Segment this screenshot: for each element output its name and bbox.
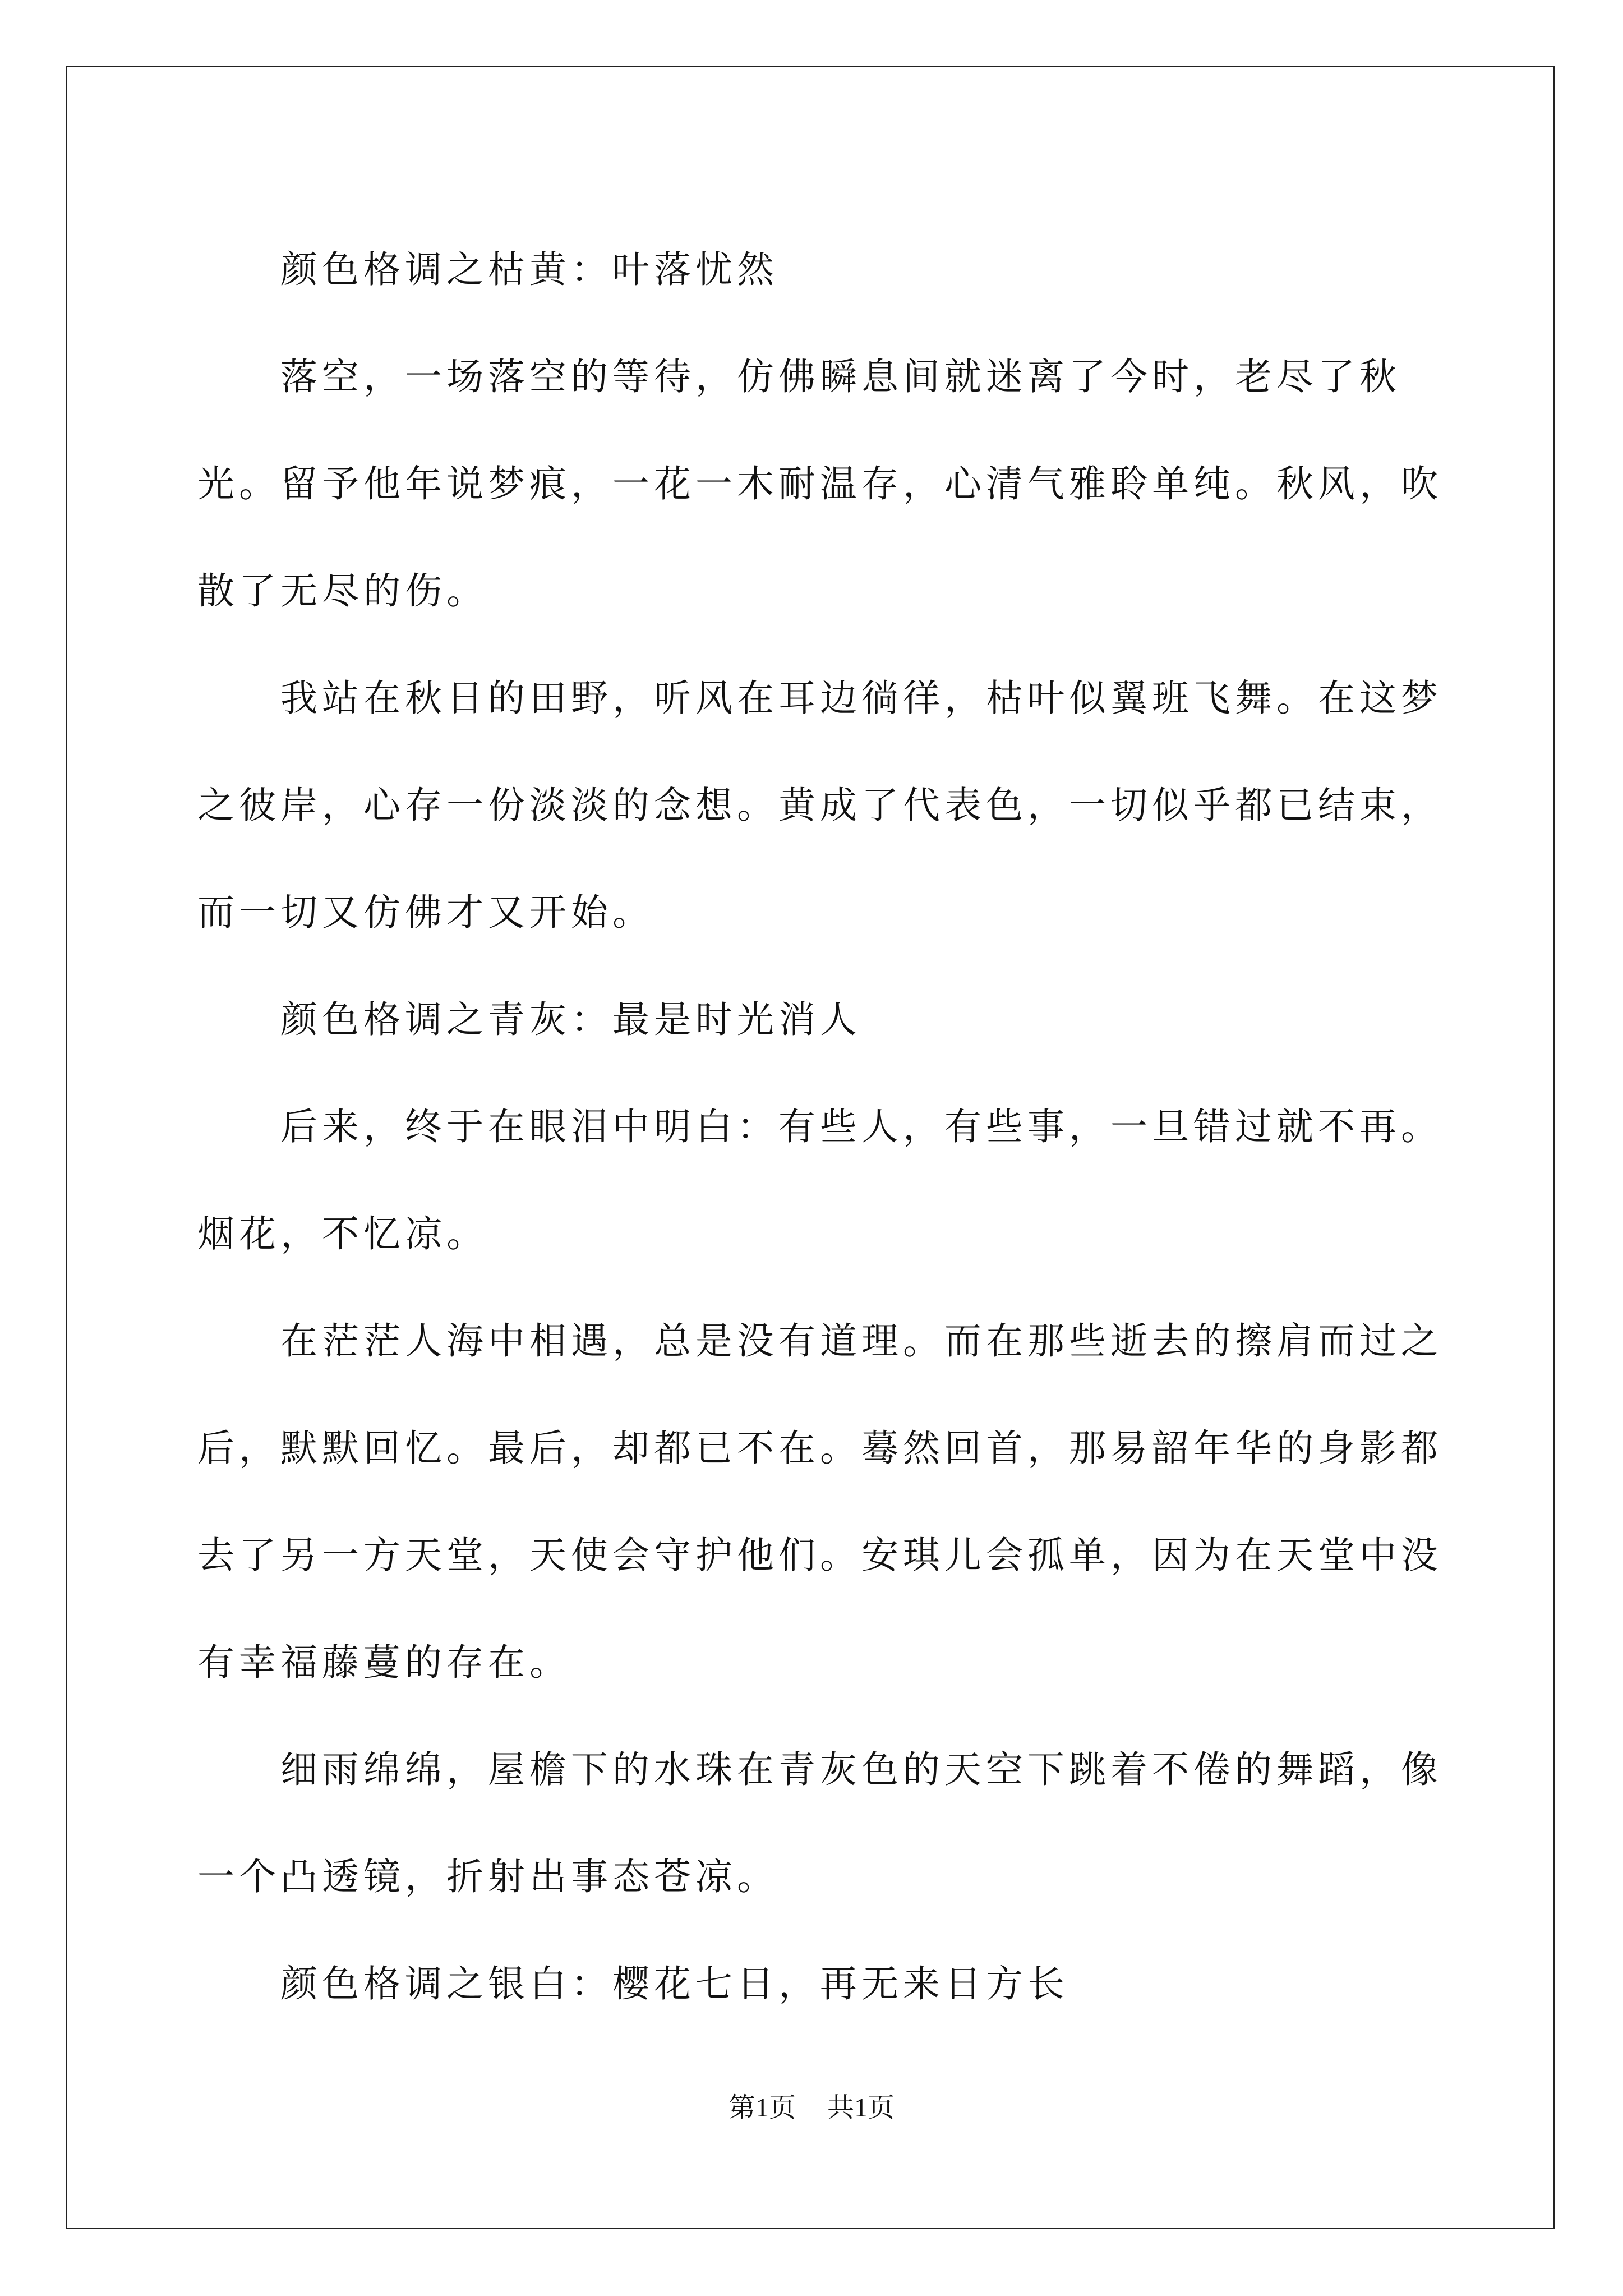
paragraph: 细雨绵绵，屋檐下的水珠在青灰色的天空下跳着不倦的舞蹈，像一个凸透镜，折射出事态苍凉。 [197, 1748, 1442, 1898]
section-heading-yellow: 颜色格调之枯黄：叶落忧然 [280, 248, 778, 291]
page-number: 第1页 [728, 2093, 796, 2123]
section-heading-grey: 颜色格调之青灰：最是时光消人 [280, 998, 861, 1041]
paragraph: 后来，终于在眼泪中明白：有些人，有些事，一旦错过就不再。烟花，不忆凉。 [197, 1105, 1442, 1255]
section-heading-silver: 颜色格调之银白：樱花七日，再无来日方长 [280, 1962, 1069, 2005]
paragraph: 在茫茫人海中相遇，总是没有道理。而在那些逝去的擦肩而过之后，默默回忆。最后，却都已不在。蓦然回首，那易韶年华的身影都去了另一方天堂，天使会守护他们。安琪儿会孤单，因为在天堂中没有幸福藤蔓的存在。 [197, 1319, 1442, 1684]
paragraph: 落空，一场落空的等待，仿佛瞬息间就迷离了今时，老尽了秋光。留予他年说梦痕，一花一木耐温存，心清气雅聆单纯。秋风，吹散了无尽的伤。 [197, 355, 1442, 613]
page-total: 共1页 [827, 2093, 895, 2123]
page-footer [0, 2091, 1623, 2125]
paragraph: 我站在秋日的田野，听风在耳边徜徉，枯叶似翼班飞舞。在这梦之彼岸，心存一份淡淡的念想。黄成了代表色，一切似乎都已结束，而一切又仿佛才又开始。 [197, 677, 1442, 934]
document-body [197, 216, 1448, 2037]
